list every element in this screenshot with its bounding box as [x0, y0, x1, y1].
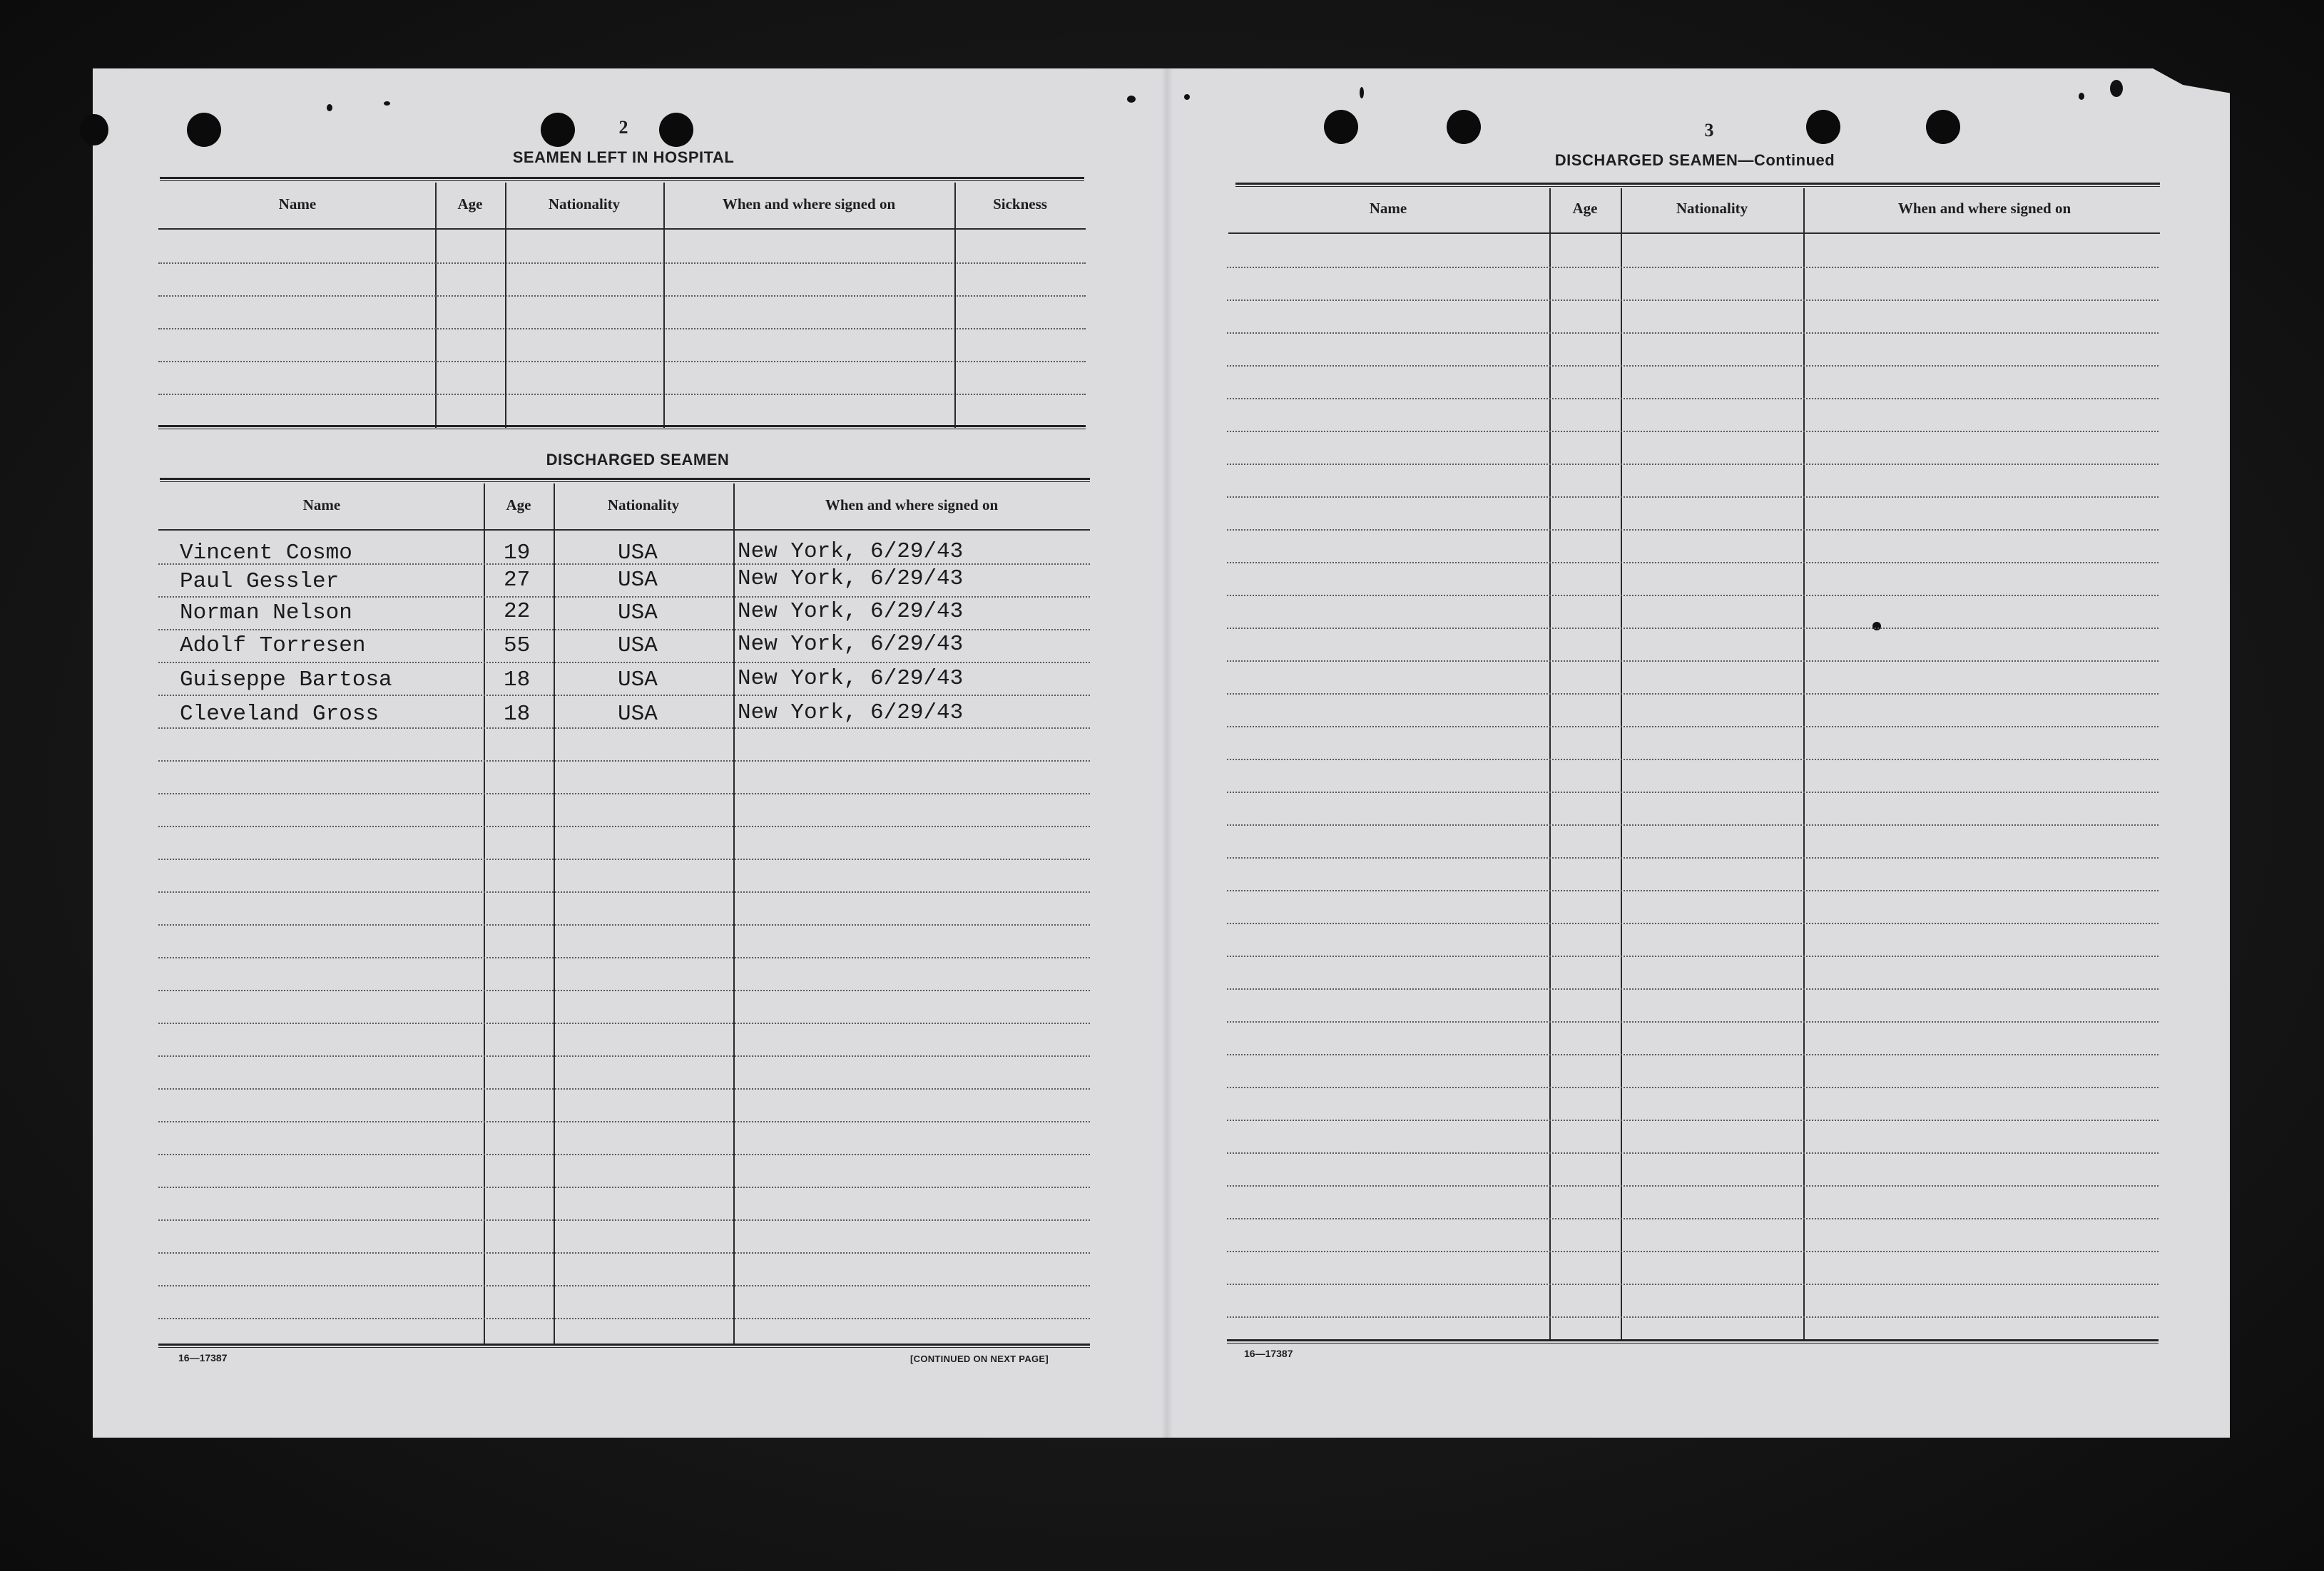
seaman-nationality: USA: [618, 600, 658, 625]
continued-note: [CONTINUED ON NEXT PAGE]: [910, 1353, 1049, 1364]
row-line: [158, 629, 1090, 630]
row-line: [1227, 628, 2159, 629]
row-line: [158, 760, 1090, 762]
seaman-nationality: USA: [618, 568, 658, 593]
column-header-name: Name: [1369, 200, 1407, 217]
rule: [1227, 1339, 2159, 1344]
row-line: [158, 563, 1090, 565]
column-divider: [484, 483, 485, 1345]
row-line: [1227, 956, 2159, 957]
row-line: [158, 1088, 1090, 1090]
column-header-name: Name: [302, 496, 341, 513]
row-line: [1227, 398, 2159, 399]
row-line: [158, 793, 1090, 794]
column-divider: [1621, 188, 1622, 1341]
seaman-nationality: USA: [618, 541, 658, 566]
row-line: [1227, 464, 2159, 465]
scan-speck: [2079, 93, 2084, 100]
row-line: [1227, 496, 2159, 498]
seaman-name: Norman Nelson: [180, 600, 352, 625]
seaman-name: Guiseppe Bartosa: [180, 667, 392, 692]
row-line: [158, 957, 1090, 958]
row-line: [1227, 1185, 2159, 1187]
row-line: [1227, 1054, 2159, 1055]
column-divider: [663, 183, 665, 428]
seaman-signed-on: New York, 6/29/43: [738, 666, 964, 691]
row-line: [158, 1219, 1090, 1221]
row-line: [158, 1252, 1090, 1254]
punch-hole-icon: [659, 113, 693, 147]
row-line: [158, 924, 1090, 926]
scan-speck: [2110, 80, 2123, 97]
row-line: [1227, 300, 2159, 301]
column-divider: [954, 183, 956, 428]
column-divider: [1803, 188, 1805, 1341]
column-divider: [554, 483, 555, 1345]
header-rule: [158, 529, 1090, 531]
row-line: [1227, 792, 2159, 793]
row-line: [1227, 923, 2159, 924]
column-header-signed-on: When and where signed on: [825, 496, 999, 513]
punch-hole-icon: [187, 113, 221, 147]
row-line: [158, 1318, 1090, 1319]
column-header-signed-on: When and where signed on: [1897, 200, 2071, 217]
section-title: DISCHARGED SEAMEN—Continued: [1554, 151, 1835, 169]
seaman-age: 27: [504, 568, 531, 593]
row-line: [158, 826, 1090, 827]
row-line: [158, 596, 1090, 598]
column-header-nationality: Nationality: [607, 496, 680, 513]
seaman-age: 22: [504, 599, 531, 624]
punch-hole-icon: [1324, 110, 1358, 144]
row-line: [1227, 529, 2159, 531]
seaman-age: 18: [504, 667, 531, 692]
column-header-nationality: Nationality: [1676, 200, 1748, 217]
column-divider: [505, 183, 506, 428]
row-line: [158, 990, 1090, 991]
row-line: [1227, 1120, 2159, 1121]
seaman-nationality: USA: [618, 633, 658, 658]
section-title: SEAMEN LEFT IN HOSPITAL: [512, 148, 735, 166]
scan-speck: [1184, 94, 1190, 100]
row-line: [1227, 365, 2159, 367]
header-rule: [1228, 232, 2160, 234]
seaman-nationality: USA: [618, 702, 658, 727]
row-line: [158, 662, 1090, 663]
row-line: [158, 727, 1090, 729]
punch-hole-icon: [541, 113, 575, 147]
row-line: [1227, 267, 2159, 268]
row-line: [158, 262, 1086, 264]
row-line: [158, 328, 1086, 329]
row-line: [1227, 595, 2159, 596]
row-line: [158, 859, 1090, 860]
rule: [158, 1344, 1090, 1348]
page-number: 2: [618, 117, 628, 138]
column-divider: [435, 183, 437, 428]
column-header-signed-on: When and where signed on: [722, 195, 896, 213]
row-line: [1227, 1152, 2159, 1154]
punch-hole-icon: [1806, 110, 1840, 144]
scan-speck: [327, 104, 332, 111]
column-divider: [1549, 188, 1551, 1341]
rule: [158, 425, 1086, 429]
rule: [160, 478, 1090, 482]
row-line: [158, 891, 1090, 893]
column-header-age: Age: [1572, 200, 1598, 217]
rule: [1235, 183, 2160, 187]
row-line: [158, 1285, 1090, 1286]
row-line: [1227, 332, 2159, 334]
column-divider: [733, 483, 735, 1345]
row-line: [1227, 857, 2159, 859]
row-line: [1227, 1087, 2159, 1088]
row-line: [1227, 1316, 2159, 1318]
rule: [160, 177, 1084, 181]
row-line: [158, 361, 1086, 362]
seaman-signed-on: New York, 6/29/43: [738, 700, 964, 725]
seaman-signed-on: New York, 6/29/43: [738, 539, 964, 564]
row-line: [1227, 1251, 2159, 1252]
row-line: [158, 394, 1086, 395]
seaman-age: 18: [504, 702, 531, 727]
row-line: [1227, 1021, 2159, 1023]
scan-speck: [384, 101, 390, 106]
scan-speck: [1872, 622, 1881, 630]
row-line: [1227, 693, 2159, 695]
scan-speck: [1127, 96, 1136, 103]
row-line: [1227, 562, 2159, 563]
row-line: [1227, 431, 2159, 432]
header-rule: [158, 228, 1086, 230]
punch-hole-icon: [80, 114, 108, 145]
row-line: [158, 1023, 1090, 1024]
seaman-age: 55: [504, 633, 531, 658]
row-line: [158, 1154, 1090, 1155]
row-line: [1227, 759, 2159, 760]
seaman-name: Vincent Cosmo: [180, 541, 352, 566]
scan-speck: [1360, 87, 1364, 98]
row-line: [1227, 824, 2159, 826]
seaman-name: Adolf Torresen: [180, 633, 366, 658]
form-number: 16—17387: [1244, 1348, 1293, 1359]
row-line: [1227, 1284, 2159, 1285]
seaman-signed-on: New York, 6/29/43: [738, 566, 964, 591]
form-number: 16—17387: [178, 1352, 228, 1363]
seaman-signed-on: New York, 6/29/43: [738, 632, 964, 657]
page-fold: [1161, 68, 1173, 1438]
column-header-name: Name: [278, 195, 317, 213]
row-line: [158, 1187, 1090, 1188]
punch-hole-icon: [1926, 110, 1960, 144]
seaman-name: Cleveland Gross: [180, 702, 379, 727]
column-header-nationality: Nationality: [548, 195, 621, 213]
row-line: [1227, 988, 2159, 990]
column-header-age: Age: [506, 496, 531, 513]
seaman-age: 19: [504, 541, 531, 566]
row-line: [1227, 726, 2159, 727]
row-line: [158, 1055, 1090, 1057]
row-line: [1227, 890, 2159, 891]
section-title: DISCHARGED SEAMEN: [546, 451, 730, 469]
column-header-sickness: Sickness: [993, 195, 1047, 213]
punch-hole-icon: [1447, 110, 1481, 144]
column-header-age: Age: [457, 195, 483, 213]
row-line: [1227, 1218, 2159, 1219]
seaman-name: Paul Gessler: [180, 569, 340, 594]
row-line: [158, 695, 1090, 696]
seaman-nationality: USA: [618, 667, 658, 692]
row-line: [158, 1121, 1090, 1122]
row-line: [158, 295, 1086, 297]
seaman-signed-on: New York, 6/29/43: [738, 599, 964, 624]
page-number: 3: [1704, 120, 1714, 140]
row-line: [1227, 660, 2159, 662]
